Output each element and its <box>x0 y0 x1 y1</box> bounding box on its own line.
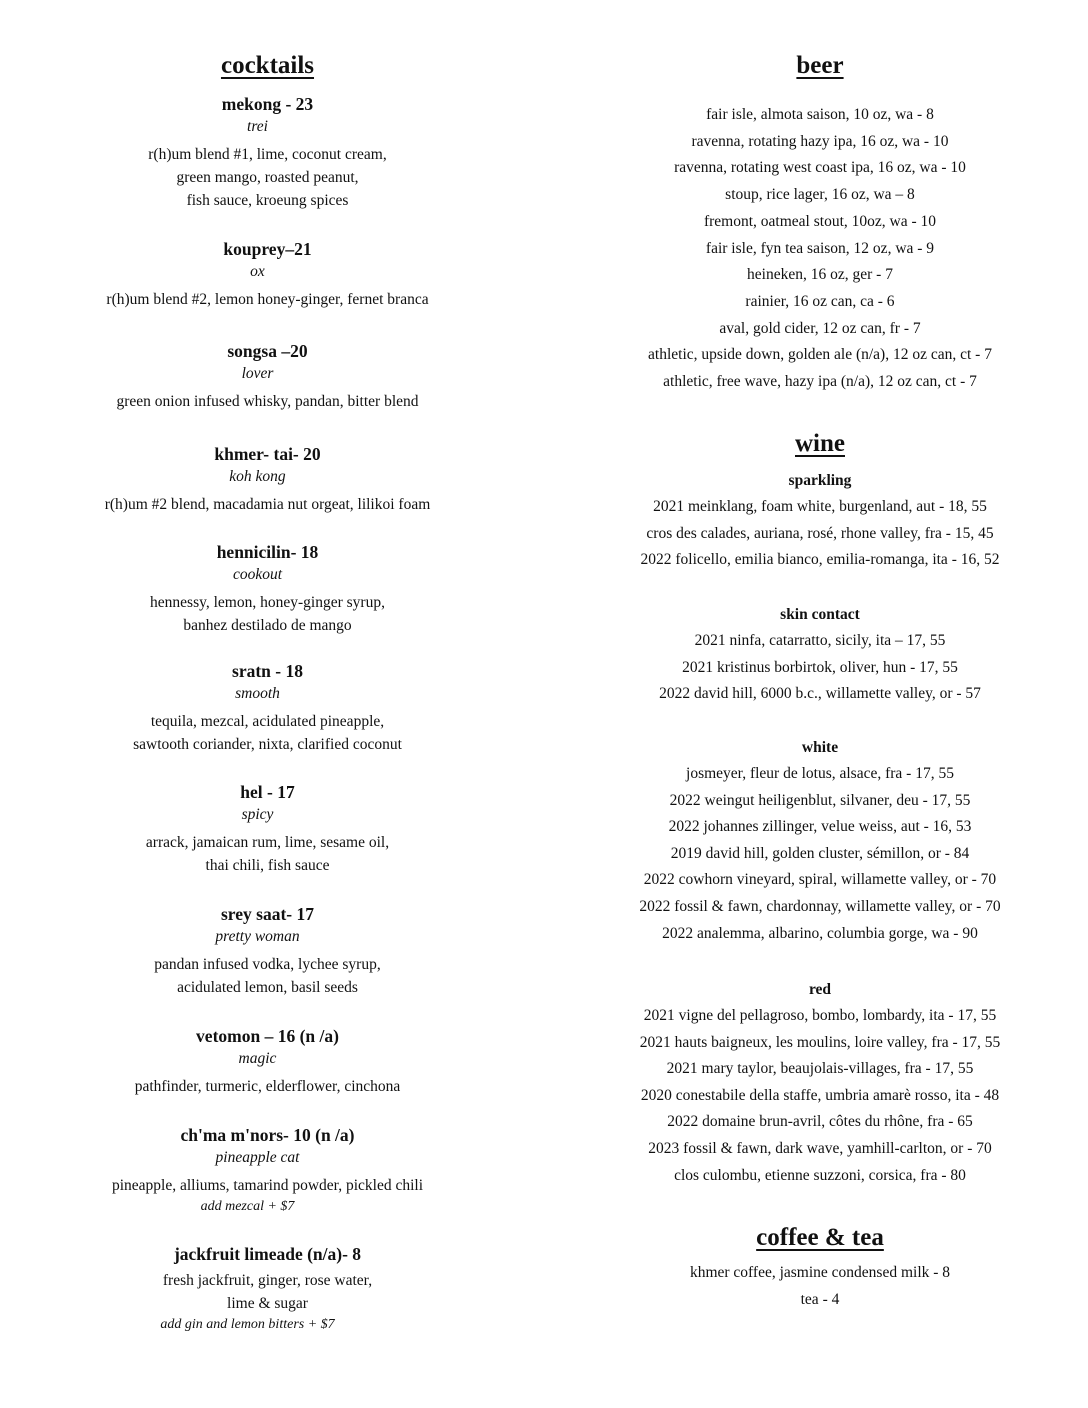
cocktail-name: vetomon – 16 (n /a) <box>196 1026 339 1046</box>
beer-heading: beer <box>796 52 844 79</box>
description-line: sawtooth coriander, nixta, clarified coconut <box>133 736 402 753</box>
description-line: acidulated lemon, basil seeds <box>177 979 358 996</box>
cocktail-subtitle: spicy <box>241 806 274 823</box>
coffee-tea-item: khmer coffee, jasmine condensed milk - 8 <box>689 1264 951 1281</box>
beer-item: athletic, upside down, golden ale (n/a), 12 oz can, ct - 7 <box>648 346 992 364</box>
cocktail-item <box>35 1025 500 1098</box>
wine-item: 2021 kristinus borbirtok, oliver, hun - 17, 55 <box>682 658 958 676</box>
cocktail-name: songsa –20 <box>227 341 308 361</box>
cocktail-subtitle: pretty woman <box>215 928 300 945</box>
cocktail-description <box>35 953 500 999</box>
wine-category <box>590 979 1050 1189</box>
wine-item: 2022 johannes zillinger, velue weiss, aut - 16, 53 <box>668 818 972 836</box>
beer-item: stoup, rice lager, 16 oz, wa – 8 <box>725 186 915 204</box>
cocktail-subtitle: pineapple cat <box>215 1149 300 1166</box>
cocktail-name: kouprey–21 <box>223 239 312 259</box>
description-line: pathfinder, turmeric, elderflower, cinchona <box>134 1078 401 1095</box>
cocktail-name: srey saat- 17 <box>221 904 314 924</box>
beer-item: heineken, 16 oz, ger - 7 <box>747 266 893 284</box>
wine-item: clos culombu, etienne suzzoni, corsica, fra - 80 <box>674 1166 966 1184</box>
wine-item: 2021 hauts baigneux, les moulins, loire valley, fra - 17, 55 <box>639 1033 1001 1051</box>
wine-item: josmeyer, fleur de lotus, alsace, fra - 17, 55 <box>686 765 954 782</box>
wine-category-title: sparkling <box>788 472 852 489</box>
cocktail-name: mekong - 23 <box>221 94 314 114</box>
cocktail-item <box>35 541 500 637</box>
description-line: r(h)um blend #1, lime, coconut cream, <box>148 146 387 163</box>
description-line: green onion infused whisky, pandan, bitter blend <box>116 393 419 410</box>
wine-item: 2022 fossil & fawn, chardonnay, willamette valley, or - 70 <box>639 897 1001 915</box>
description-line: banhez destilado de mango <box>183 617 352 634</box>
wine-item: 2022 domaine brun-avril, côtes du rhône, fra - 65 <box>667 1113 973 1131</box>
description-line: lime & sugar <box>227 1295 308 1312</box>
wine-heading: wine <box>795 430 845 457</box>
cocktail-item <box>35 93 500 212</box>
cocktail-description <box>35 710 500 756</box>
beer-item: fair isle, almota saison, 10 oz, wa - 8 <box>706 106 934 123</box>
coffee-tea-list <box>590 1260 1050 1313</box>
cocktail-description <box>35 1075 500 1098</box>
beer-item: athletic, free wave, hazy ipa (n/a), 12 oz can, ct - 7 <box>663 373 977 391</box>
description-line: pandan infused vodka, lychee syrup, <box>154 956 381 973</box>
cocktail-description <box>35 1174 500 1197</box>
wine-item: 2022 folicello, emilia bianco, emilia-romanga, ita - 16, 52 <box>640 551 1000 569</box>
wine-category <box>590 604 1050 708</box>
wine-item: 2022 analemma, albarino, columbia gorge, wa - 90 <box>662 924 978 942</box>
cocktail-item <box>35 1124 500 1217</box>
cocktail-description <box>35 390 500 413</box>
cocktail-name: hel - 17 <box>240 782 295 802</box>
wine-items <box>590 761 1050 947</box>
beer-item: fair isle, fyn tea saison, 12 oz, wa - 9 <box>705 239 935 257</box>
coffee-tea-item: tea - 4 <box>800 1290 840 1308</box>
cocktail-subtitle: trei <box>247 118 268 135</box>
wine-items <box>590 1003 1050 1189</box>
description-line: pineapple, alliums, tamarind powder, pickled chili <box>111 1177 423 1194</box>
cocktail-item <box>35 781 500 877</box>
coffee-tea-heading: coffee & tea <box>756 1224 884 1251</box>
cocktail-item <box>35 443 500 516</box>
cocktail-item <box>35 660 500 756</box>
description-line: r(h)um blend #2, lemon honey-ginger, fernet branca <box>106 291 429 308</box>
description-line: fish sauce, kroeung spices <box>186 192 349 209</box>
cocktail-description <box>35 143 500 212</box>
cocktail-item <box>35 1243 500 1335</box>
wine-category <box>590 470 1050 574</box>
beer-item: ravenna, rotating west coast ipa, 16 oz, wa - 10 <box>674 159 966 177</box>
wine-item: 2022 weingut heiligenblut, silvaner, deu - 17, 55 <box>669 791 971 809</box>
wine-item: 2020 conestabile della staffe, umbria amarè rosso, ita - 48 <box>640 1086 1000 1104</box>
beer-item: fremont, oatmeal stout, 10oz, wa - 10 <box>703 212 936 230</box>
description-line: r(h)um #2 blend, macadamia nut orgeat, lilikoi foam <box>104 496 431 513</box>
description-line: hennessy, lemon, honey-ginger syrup, <box>150 594 385 611</box>
cocktail-addon: add mezcal + $7 <box>200 1199 295 1214</box>
wine-category-title: white <box>801 739 839 756</box>
cocktail-name: ch'ma m'nors- 10 (n /a) <box>180 1125 355 1145</box>
description-line: thai chili, fish sauce <box>205 857 330 874</box>
cocktail-description <box>35 831 500 877</box>
cocktail-description <box>35 591 500 637</box>
cocktail-subtitle: lover <box>241 365 274 382</box>
wine-items <box>590 494 1050 574</box>
wine-items <box>590 628 1050 708</box>
cocktail-name: khmer- tai- 20 <box>214 444 321 464</box>
wine-category <box>590 737 1050 947</box>
description-line: green mango, roasted peanut, <box>176 169 359 186</box>
beer-list <box>590 102 1050 396</box>
cocktails-heading: cocktails <box>220 52 315 79</box>
description-line: tequila, mezcal, acidulated pineapple, <box>150 713 385 730</box>
cocktail-item <box>35 903 500 999</box>
cocktail-description <box>35 288 500 311</box>
cocktail-subtitle: smooth <box>235 685 280 702</box>
cocktail-item <box>35 340 500 413</box>
wine-item: 2021 mary taylor, beaujolais-villages, fra - 17, 55 <box>666 1060 974 1078</box>
cocktail-name: jackfruit limeade (n/a)- 8 <box>173 1244 362 1264</box>
cocktail-subtitle: cookout <box>232 566 283 583</box>
description-line: fresh jackfruit, ginger, rose water, <box>162 1272 373 1289</box>
wine-item: cros des calades, auriana, rosé, rhone valley, fra - 15, 45 <box>646 524 994 542</box>
wine-item: 2022 cowhorn vineyard, spiral, willamette valley, or - 70 <box>643 871 997 889</box>
cocktail-addon: add gin and lemon bitters + $7 <box>160 1317 335 1332</box>
wine-category-title: red <box>808 981 832 998</box>
wine-item: 2023 fossil & fawn, dark wave, yamhill-carlton, or - 70 <box>648 1139 992 1157</box>
wine-item: 2019 david hill, golden cluster, sémillon, or - 84 <box>670 844 970 862</box>
cocktail-name: sratn - 18 <box>232 661 303 681</box>
wine-category-title: skin contact <box>780 606 860 623</box>
cocktail-description <box>35 1269 500 1315</box>
description-line: arrack, jamaican rum, lime, sesame oil, <box>145 834 390 851</box>
beer-item: ravenna, rotating hazy ipa, 16 oz, wa - 10 <box>691 132 949 150</box>
beer-item: aval, gold cider, 12 oz can, fr - 7 <box>719 319 921 337</box>
wine-item: 2021 ninfa, catarratto, sicily, ita – 17, 55 <box>694 632 946 649</box>
cocktail-subtitle: koh kong <box>229 468 286 485</box>
cocktail-subtitle: magic <box>238 1050 277 1067</box>
wine-item: 2021 vigne del pellagroso, bombo, lombardy, ita - 17, 55 <box>643 1007 997 1024</box>
wine-item: 2021 meinklang, foam white, burgenland, aut - 18, 55 <box>653 498 987 515</box>
beer-item: rainier, 16 oz can, ca - 6 <box>745 292 895 310</box>
cocktail-name: hennicilin- 18 <box>216 542 319 562</box>
wine-item: 2022 david hill, 6000 b.c., willamette valley, or - 57 <box>659 685 981 703</box>
cocktail-item <box>35 238 500 311</box>
cocktail-subtitle: ox <box>250 263 265 280</box>
cocktail-description <box>35 493 500 516</box>
